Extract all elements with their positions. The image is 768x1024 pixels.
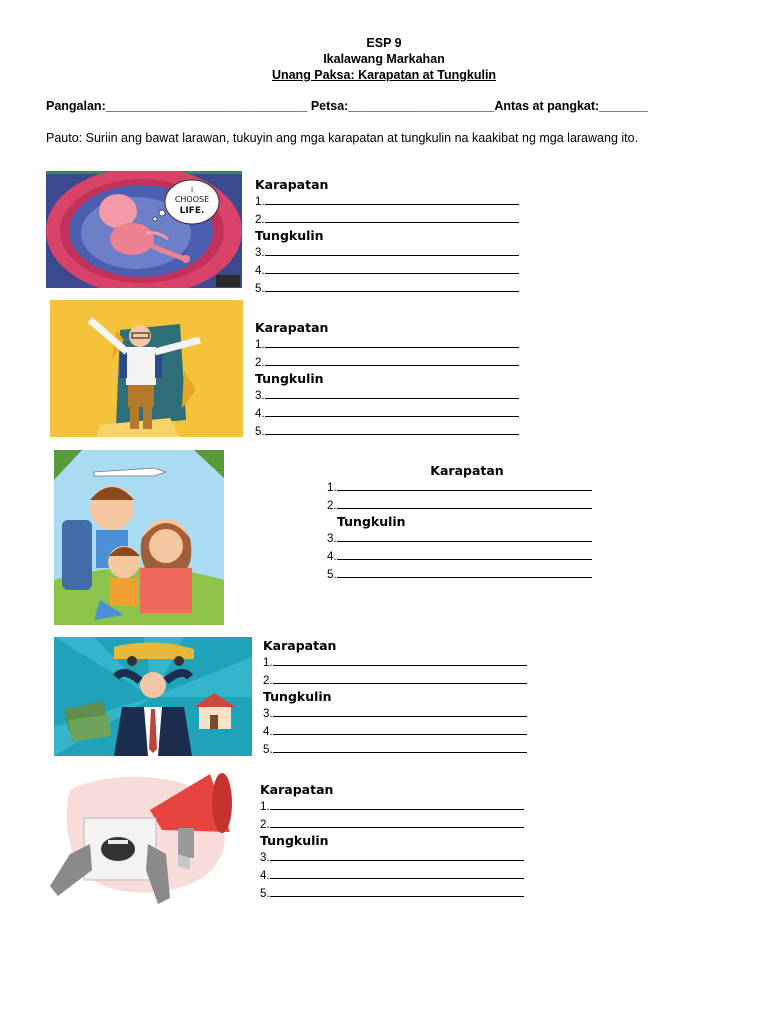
answer-line-5[interactable] — [270, 885, 524, 897]
family-image — [54, 450, 224, 625]
answer-line-5[interactable] — [273, 741, 527, 753]
answer-line-5[interactable] — [265, 423, 519, 435]
answer-line-3[interactable] — [337, 530, 592, 542]
question-block-5 — [260, 782, 524, 903]
answer-line-4[interactable] — [270, 867, 524, 879]
item-number: 1. — [263, 656, 273, 669]
karapatan-heading: Karapatan — [255, 177, 329, 192]
item-number: 4. — [263, 725, 273, 738]
answer-line-1[interactable] — [273, 654, 527, 666]
tungkulin-heading: Tungkulin — [263, 689, 332, 705]
answer-line-4[interactable] — [337, 548, 592, 560]
answer-line-1[interactable] — [270, 798, 524, 810]
student-info-line: Pangalan:_____________________________ Petsa:_____________________Antas at pangkat:_______ — [46, 99, 648, 113]
karapatan-heading: Karapatan — [263, 638, 337, 653]
answer-line-3[interactable] — [273, 705, 527, 717]
answer-line-4[interactable] — [273, 723, 527, 735]
item-number: 2. — [255, 356, 265, 369]
tungkulin-heading: Tungkulin — [255, 371, 324, 387]
worksheet-topic: Unang Paksa: Karapatan at Tungkulin — [271, 68, 497, 82]
fetus-image — [46, 171, 242, 288]
answer-line-1[interactable] — [265, 193, 519, 205]
answer-line-2[interactable] — [265, 211, 519, 223]
item-number: 3. — [260, 852, 270, 865]
item-number: 5. — [260, 887, 270, 900]
question-block-2 — [255, 320, 519, 441]
bubble-text-3: LIFE. — [179, 206, 205, 216]
item-number: 4. — [327, 550, 337, 563]
item-number: 1. — [255, 338, 265, 351]
answer-line-2[interactable] — [265, 354, 519, 366]
item-number: 1. — [255, 195, 265, 208]
item-number: 4. — [255, 264, 265, 277]
item-number: 2. — [263, 674, 273, 687]
item-number: 2. — [260, 818, 270, 831]
tungkulin-heading: Tungkulin — [260, 833, 329, 849]
tungkulin-heading: Tungkulin — [255, 228, 324, 244]
answer-line-4[interactable] — [265, 405, 519, 417]
item-number: 3. — [255, 247, 265, 260]
worksheet-quarter: Ikalawang Markahan — [323, 52, 445, 66]
item-number: 3. — [255, 390, 265, 403]
answer-line-3[interactable] — [270, 849, 524, 861]
question-block-3 — [327, 463, 607, 584]
answer-line-1[interactable] — [337, 479, 592, 491]
wealth-image — [54, 637, 252, 756]
item-number: 3. — [263, 708, 273, 721]
item-number: 5. — [263, 743, 273, 756]
item-number: 1. — [260, 800, 270, 813]
schoolboy-image — [50, 300, 243, 437]
item-number: 5. — [327, 568, 337, 581]
karapatan-heading: Karapatan — [255, 320, 329, 335]
karapatan-heading: Karapatan — [430, 463, 504, 478]
answer-line-3[interactable] — [265, 244, 519, 256]
item-number: 1. — [327, 481, 337, 494]
instruction-text: Pauto: Suriin ang bawat larawan, tukuyin ang mga karapatan at tungkulin na kaakibat ng mga larawang ito. — [46, 131, 639, 145]
answer-line-3[interactable] — [265, 387, 519, 399]
item-number: 5. — [255, 282, 265, 295]
answer-line-1[interactable] — [265, 336, 519, 348]
bubble-text-2: CHOOSE — [174, 195, 210, 204]
item-number: 3. — [327, 533, 337, 546]
bubble-text-1: I — [190, 186, 194, 194]
answer-line-2[interactable] — [337, 497, 592, 509]
answer-line-2[interactable] — [270, 816, 524, 828]
answer-line-2[interactable] — [273, 672, 527, 684]
question-block-4 — [263, 638, 527, 759]
answer-line-5[interactable] — [337, 566, 592, 578]
answer-line-5[interactable] — [265, 280, 519, 292]
tungkulin-heading: Tungkulin — [337, 514, 406, 530]
item-number: 5. — [255, 425, 265, 438]
item-number: 4. — [260, 869, 270, 882]
worksheet-subject: ESP 9 — [366, 36, 402, 50]
answer-line-4[interactable] — [265, 262, 519, 274]
karapatan-heading: Karapatan — [260, 782, 334, 797]
megaphone-image — [50, 770, 246, 910]
item-number: 2. — [327, 499, 337, 512]
item-number: 4. — [255, 407, 265, 420]
question-block-1 — [255, 177, 519, 298]
item-number: 2. — [255, 213, 265, 226]
